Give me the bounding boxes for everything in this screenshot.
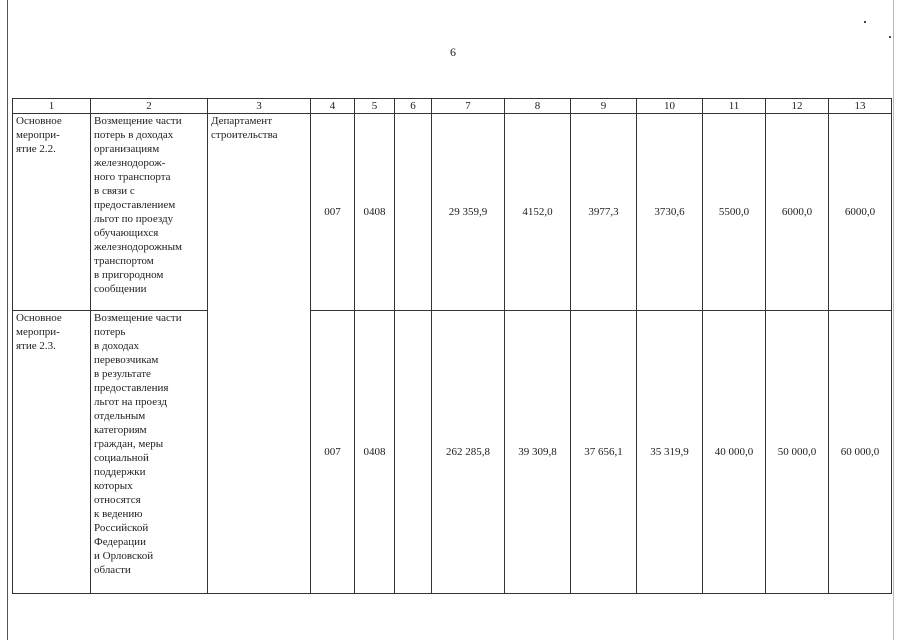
text-line: Федерации [94,536,146,548]
value-cell: 37 656,1 [571,311,637,594]
section-cell: 0408 [355,311,395,594]
column-header: 6 [395,99,432,114]
activity-cell [13,311,91,594]
text-line: организациям [94,143,160,155]
text-line: меропри- [16,326,60,338]
text-line: Возмещение части [94,115,182,127]
empty-cell [395,114,432,311]
text-line: обучающихся [94,227,159,239]
text-line: ятие 2.2. [16,143,56,155]
text-line: строительства [211,129,278,141]
column-header: 12 [766,99,829,114]
column-header: 8 [505,99,571,114]
text-line: категориям [94,424,147,436]
text-line: которых [94,480,133,492]
column-header: 4 [311,99,355,114]
value-cell: 39 309,8 [505,311,571,594]
value-cell: 262 285,8 [432,311,505,594]
text-line: и Орловской [94,550,154,562]
value-cell: 5500,0 [703,114,766,311]
page-number: 6 [450,45,456,59]
table-row [13,311,892,594]
text-line: ного транспорта [94,171,171,183]
text-line: льгот по проезду [94,213,174,225]
column-header: 7 [432,99,505,114]
value-cell: 4152,0 [505,114,571,311]
empty-cell [395,311,432,594]
value-cell: 60 000,0 [829,311,892,594]
code-cell: 007 [311,114,355,311]
value-cell: 29 359,9 [432,114,505,311]
text-line: относятся [94,494,141,506]
text-line: транспортом [94,255,154,267]
text-line: железнодорож- [94,157,166,169]
column-header: 13 [829,99,892,114]
text-line: льгот на проезд [94,396,167,408]
scan-speck [864,21,866,23]
text-line: сообщении [94,283,147,295]
text-line: предоставления [94,382,169,394]
budget-table [12,98,892,594]
value-cell: 40 000,0 [703,311,766,594]
text-line: в доходах [94,340,140,352]
description-cell [91,311,208,594]
column-header: 3 [208,99,311,114]
text-line: Российской [94,522,149,534]
scan-speck [889,36,891,38]
column-header: 5 [355,99,395,114]
text-line: предоставлением [94,199,176,211]
text-line: потерь в доходах [94,129,174,141]
text-line: потерь [94,326,126,338]
text-line: Департамент [211,115,273,127]
text-line: области [94,564,131,576]
description-cell [91,114,208,311]
text-line: в результате [94,368,151,380]
text-line: в связи с [94,185,135,197]
column-header: 2 [91,99,208,114]
column-header: 11 [703,99,766,114]
value-cell: 3730,6 [637,114,703,311]
text-line: в пригородном [94,269,164,281]
value-cell: 50 000,0 [766,311,829,594]
text-line: поддержки [94,466,146,478]
executor-cell [208,114,311,594]
value-cell: 6000,0 [829,114,892,311]
column-header: 10 [637,99,703,114]
left-margin-rule [7,0,8,640]
right-margin-rule [893,0,894,640]
section-cell: 0408 [355,114,395,311]
text-line: отдельным [94,410,146,422]
text-line: меропри- [16,129,60,141]
column-header: 1 [13,99,91,114]
text-line: Возмещение части [94,312,182,324]
text-line: граждан, меры [94,438,164,450]
table-row [13,114,892,311]
value-cell: 35 319,9 [637,311,703,594]
code-cell: 007 [311,311,355,594]
value-cell: 6000,0 [766,114,829,311]
text-line: Основное [16,312,62,324]
text-line: железнодорожным [94,241,182,253]
column-header: 9 [571,99,637,114]
header-row [13,99,892,114]
value-cell: 3977,3 [571,114,637,311]
text-line: перевозчикам [94,354,159,366]
text-line: к ведению [94,508,143,520]
text-line: ятие 2.3. [16,340,56,352]
text-line: Основное [16,115,62,127]
activity-cell [13,114,91,311]
text-line: социальной [94,452,149,464]
